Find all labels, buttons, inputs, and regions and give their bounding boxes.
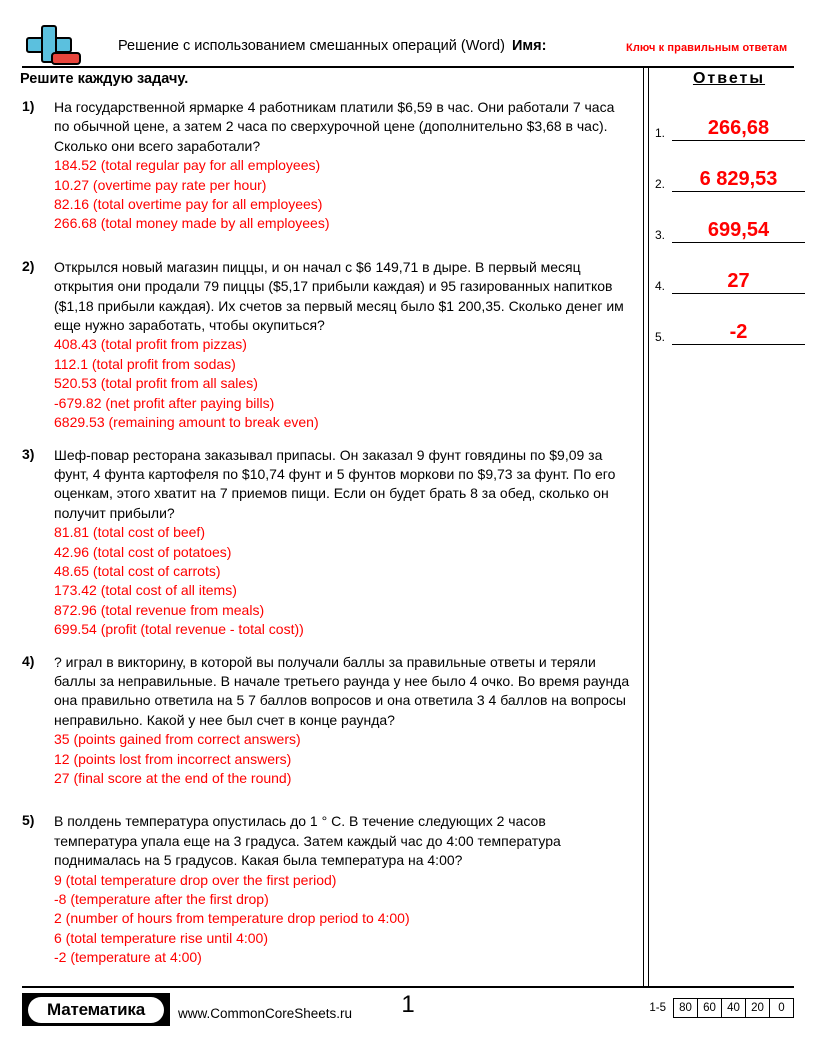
problem-number: 4) bbox=[22, 652, 35, 669]
solution-steps bbox=[54, 335, 632, 432]
solution-step: 699.54 (profit (total revenue - total cost)) bbox=[54, 621, 304, 638]
minus-bar bbox=[51, 52, 81, 65]
instructions-text: Решите каждую задачу. bbox=[20, 71, 189, 87]
solution-step: 2 (number of hours from temperature drop period to 4:00) bbox=[54, 910, 410, 927]
page-header bbox=[0, 0, 816, 66]
solution-step: 6829.53 (remaining amount to break even) bbox=[54, 414, 319, 431]
column-divider bbox=[643, 66, 649, 986]
answer-row bbox=[655, 209, 805, 243]
problem-text: В полдень температура опустилась до 1 ° C. В течение следующих 2 часов температура упала еще на 3 градуса. Затем каждый час до 4:00 температура поднималась на 5 градусов. Какая была температура на 4:00? bbox=[54, 813, 561, 869]
solution-step: 9 (total temperature drop over the first period) bbox=[54, 871, 337, 888]
answer-index: 3. bbox=[655, 228, 666, 242]
header-divider bbox=[22, 66, 794, 68]
solution-step: -679.82 (net profit after paying bills) bbox=[54, 394, 275, 411]
answer-key-badge: Ключ к правильным ответам bbox=[626, 42, 788, 54]
score-cell: 20 bbox=[746, 999, 770, 1017]
solution-step: 112.1 (total profit from sodas) bbox=[54, 355, 236, 372]
solution-step: 42.96 (total cost of potatoes) bbox=[54, 543, 232, 560]
page-number: 1 bbox=[401, 991, 415, 1018]
answer-index: 2. bbox=[655, 177, 666, 191]
problem-text: ? играл в викторину, в которой вы получали баллы за правильные ответы и теряли баллы за неправильные. В начале третьего раунда у нее было 4 очко. Во время раунда она правильно ответила на 5 7 баллов вопросов и она ответила 3 4 баллов на вопросы неправильно. Какой у нее был счет в конце раунда? bbox=[54, 653, 630, 728]
answer-value[interactable]: 699,54 bbox=[672, 219, 805, 243]
solution-step: -2 (temperature at 4:00) bbox=[54, 949, 202, 966]
problem-number: 1) bbox=[22, 98, 35, 114]
answer-value[interactable]: 266,68 bbox=[672, 117, 805, 141]
problem-item bbox=[20, 258, 632, 433]
answer-value[interactable]: 6 829,53 bbox=[672, 168, 805, 192]
solution-step: 10.27 (overtime pay rate per hour) bbox=[54, 176, 267, 193]
solution-step: 6 (total temperature rise until 4:00) bbox=[54, 929, 268, 946]
score-range-label: 1-5 bbox=[649, 1002, 666, 1014]
problem-item bbox=[20, 446, 632, 640]
problem-text: Открылся новый магазин пиццы, и он начал с $6 149,71 в дыре. В первый месяц открытия они продали 79 пиццы ($5,17 прибыли каждая) и 95 газированных напитков ($1,18 прибыли каждая). Их счетов за первый месяц было $1 200,35. Сколько денег им еще нужно заработать, чтобы окупиться? bbox=[54, 258, 624, 334]
answer-row bbox=[655, 158, 805, 192]
solution-step: 184.52 (total regular pay for all employees) bbox=[54, 157, 321, 174]
answer-index: 1. bbox=[655, 126, 666, 140]
solution-step: 173.42 (total cost of all items) bbox=[54, 582, 237, 599]
score-cell: 0 bbox=[778, 1002, 785, 1014]
answer-index: 5. bbox=[655, 330, 666, 344]
solution-steps bbox=[54, 523, 632, 639]
answer-row bbox=[655, 260, 805, 294]
score-key bbox=[649, 998, 794, 1018]
answer-value[interactable]: 27 bbox=[672, 270, 805, 294]
page-footer bbox=[0, 986, 816, 1056]
solution-steps bbox=[54, 871, 632, 968]
solution-step: 520.53 (total profit from all sales) bbox=[54, 375, 258, 392]
answer-row bbox=[655, 107, 805, 141]
problem-list bbox=[20, 98, 632, 981]
score-cell: 80 bbox=[674, 999, 698, 1017]
problem-item bbox=[20, 653, 632, 789]
solution-step: 27 (final score at the end of the round) bbox=[54, 770, 292, 786]
solution-step: 81.81 (total cost of beef) bbox=[54, 524, 205, 541]
solution-step: -8 (temperature after the first drop) bbox=[54, 891, 269, 908]
solution-steps bbox=[54, 156, 632, 234]
solution-step: 266.68 (total money made by all employees) bbox=[54, 215, 330, 232]
solution-step: 12 (points lost from incorrect answers) bbox=[54, 750, 292, 767]
problem-text: Шеф-повар ресторана заказывал припасы. Он заказал 9 фунт говядины по $9,09 за фунт, 4 фунта картофеля по $10,74 фунт и 5 фунтов моркови по $9,73 за фунт. По его оценкам, этого хватит на 7 приемов пищи. Если он будет брать 8 за обед, сколько он получит прибыли? bbox=[54, 446, 616, 521]
solution-step: 48.65 (total cost of carrots) bbox=[54, 562, 221, 579]
problem-number: 2) bbox=[22, 257, 35, 274]
score-cell: 40 bbox=[722, 999, 746, 1017]
solution-step: 408.43 (total profit from pizzas) bbox=[54, 336, 247, 353]
brand-label: Математика bbox=[47, 999, 145, 1019]
site-url: www.CommonCoreSheets.ru bbox=[178, 1006, 353, 1021]
answers-panel bbox=[655, 70, 805, 345]
score-cell: 60 bbox=[698, 999, 722, 1017]
answer-value[interactable]: -2 bbox=[672, 321, 805, 345]
problem-text: На государственной ярмарке 4 работникам платили $6,59 в час. Они работали 7 часа по обычной цене, а затем 2 часа по сверхурочной цене (дополнительно $3,68 в час). Сколько они всего заработали? bbox=[54, 99, 615, 154]
problem-number: 5) bbox=[22, 812, 35, 829]
answers-heading: Ответы bbox=[692, 70, 766, 87]
solution-step: 82.16 (total overtime pay for all employees) bbox=[54, 196, 323, 213]
problem-item bbox=[20, 812, 632, 967]
name-label: Имя: bbox=[512, 38, 547, 54]
solution-steps bbox=[54, 730, 632, 788]
answer-index: 4. bbox=[655, 279, 666, 293]
solution-step: 35 (points gained from correct answers) bbox=[54, 731, 301, 748]
plus-minus-icon bbox=[22, 25, 80, 67]
problem-number: 3) bbox=[22, 445, 35, 462]
answer-row bbox=[655, 311, 805, 345]
solution-step: 872.96 (total revenue from meals) bbox=[54, 601, 265, 618]
score-table bbox=[673, 998, 794, 1018]
problem-item bbox=[20, 98, 632, 234]
worksheet-title: Решение с использованием смешанных операций (Word) bbox=[118, 38, 505, 54]
